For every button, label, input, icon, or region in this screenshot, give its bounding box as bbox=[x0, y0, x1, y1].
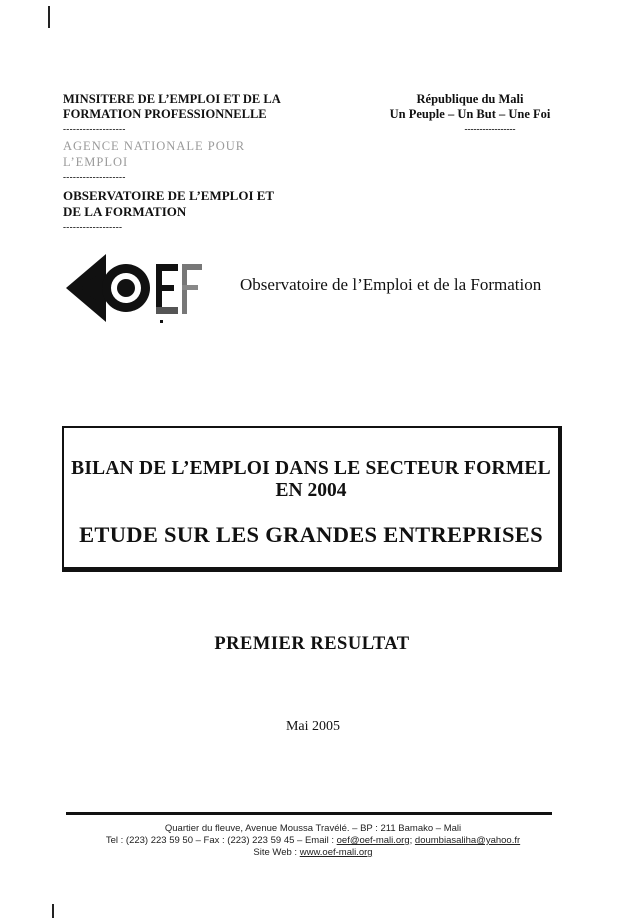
scan-mark-bottom bbox=[52, 904, 54, 918]
agency-line-2: L’EMPLOI bbox=[63, 155, 129, 169]
oef-logo-icon bbox=[66, 252, 216, 328]
ministry-line-1: MINSITERE DE L’EMPLOI ET DE LA bbox=[63, 92, 281, 106]
report-title-line-2: EN 2004 bbox=[275, 480, 347, 501]
ministry-line-2: FORMATION PROFESSIONNELLE bbox=[63, 107, 267, 121]
logo-caption: Observatoire de l’Emploi et de la Formation bbox=[240, 275, 542, 294]
separator-dashes-3: ------------------ bbox=[63, 222, 123, 232]
footer-phone-fax: Tel : (223) 223 59 50 – Fax : (223) 223 59 45 – Email : bbox=[105, 835, 337, 846]
footer-web-line bbox=[60, 847, 566, 859]
ministry-header bbox=[63, 92, 363, 232]
email-link-oef[interactable]: oef@oef-mali.org bbox=[336, 835, 410, 846]
national-motto: Un Peuple – Un But – Une Foi bbox=[389, 107, 551, 121]
separator-dashes-right: ----------------- bbox=[464, 124, 516, 134]
footer-contact bbox=[60, 823, 566, 859]
report-title-line-1: BILAN DE L’EMPLOI DANS LE SECTEUR FORMEL bbox=[71, 458, 551, 479]
footer-rule bbox=[66, 812, 552, 815]
footer-contact-line bbox=[60, 835, 566, 847]
observatory-line-1: OBSERVATOIRE DE L’EMPLOI ET bbox=[63, 188, 275, 203]
report-subtitle: PREMIER RESULTAT bbox=[214, 634, 410, 654]
country-name: République du Mali bbox=[416, 92, 524, 106]
website-label: Site Web : bbox=[253, 847, 300, 858]
separator-dashes-1: ------------------- bbox=[63, 124, 126, 134]
study-title: ETUDE SUR LES GRANDES ENTREPRISES bbox=[79, 522, 543, 547]
email-separator: ; bbox=[409, 835, 415, 846]
scan-mark-top bbox=[48, 6, 50, 28]
publication-date: Mai 2005 bbox=[285, 719, 341, 734]
republic-header bbox=[370, 92, 570, 134]
website-link[interactable]: www.oef-mali.org bbox=[299, 847, 373, 858]
agency-line-1: AGENCE NATIONALE POUR bbox=[63, 139, 246, 153]
title-box bbox=[62, 426, 562, 572]
observatory-line-2: DE LA FORMATION bbox=[63, 204, 187, 219]
separator-dashes-2: ------------------- bbox=[63, 172, 126, 182]
footer-address: Quartier du fleuve, Avenue Moussa Travélé. – BP : 211 Bamako – Mali bbox=[164, 823, 462, 834]
email-link-personal[interactable]: doumbiasaliha@yahoo.fr bbox=[414, 835, 521, 846]
